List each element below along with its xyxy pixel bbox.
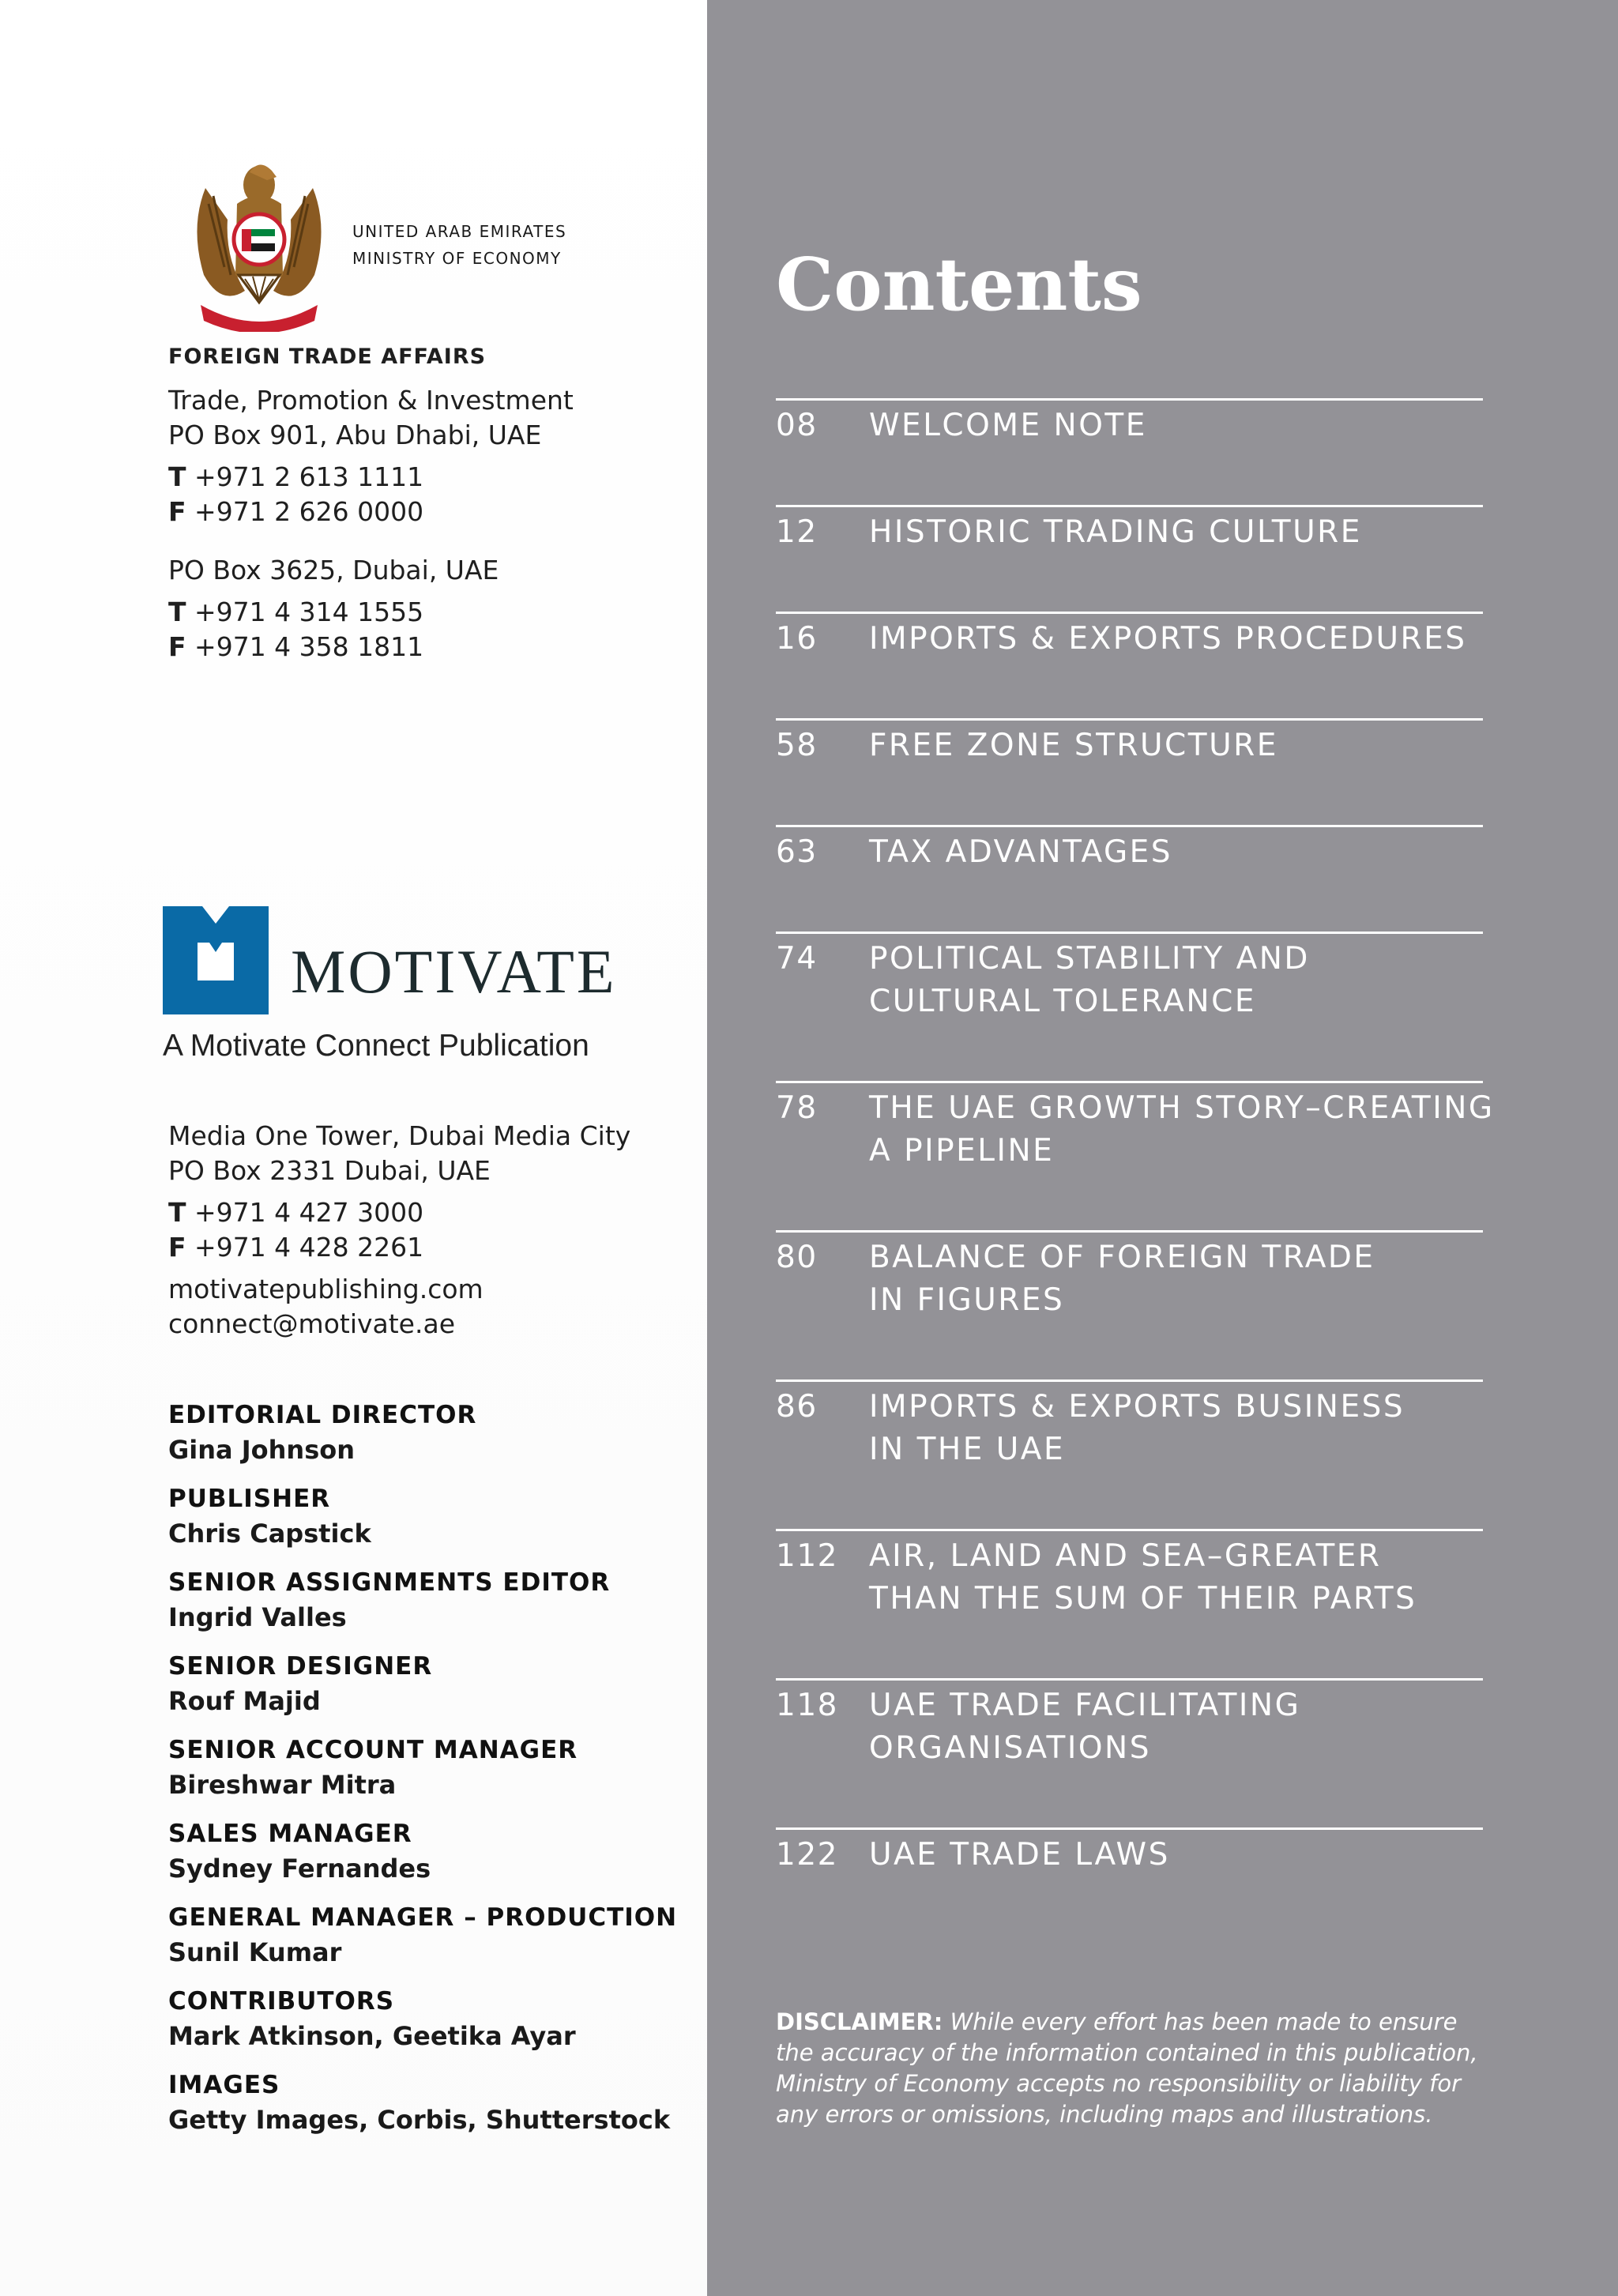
- toc-entry-title[interactable]: BALANCE OF FOREIGN TRADE: [869, 1240, 1375, 1275]
- disclaimer: [776, 2007, 1487, 2130]
- toc-divider: [776, 398, 1483, 401]
- toc-page-number: 80: [776, 1240, 818, 1275]
- publisher-website-link[interactable]: motivatepublishing.com: [168, 1274, 484, 1304]
- contents-panel: [707, 0, 1618, 2296]
- toc-page-number: 63: [776, 834, 818, 870]
- credit-role: SALES MANAGER: [168, 1820, 412, 1848]
- tel-label: T: [168, 597, 186, 627]
- toc-entry-title[interactable]: THE UAE GROWTH STORY–CREATING: [869, 1090, 1495, 1126]
- credit-name: Mark Atkinson, Geetika Ayar: [168, 2021, 576, 2051]
- toc-entry-title[interactable]: FREE ZONE STRUCTURE: [869, 728, 1278, 763]
- toc-divider: [776, 1230, 1483, 1233]
- dubai-phone-number: +971 4 314 1555: [194, 597, 424, 627]
- toc-entry-title[interactable]: IMPORTS & EXPORTS PROCEDURES: [869, 621, 1467, 657]
- credit-role: EDITORIAL DIRECTOR: [168, 1401, 477, 1429]
- uae-emblem-logo: [190, 156, 329, 332]
- abudhabi-fax-number: +971 2 626 0000: [194, 496, 424, 527]
- credit-name: Gina Johnson: [168, 1435, 356, 1465]
- disclaimer-text: While every effort has been made to ensure the accuracy of the information contained in this publication, Ministry of Economy accepts no responsibility or liability for any errors or omissions, including maps and illustrations.: [776, 2008, 1478, 2128]
- emblem-caption-country: UNITED ARAB EMIRATES: [352, 222, 567, 241]
- toc-entry-title-line2[interactable]: ORGANISATIONS: [869, 1730, 1151, 1766]
- toc-divider: [776, 825, 1483, 827]
- toc-entry-title-line2[interactable]: CULTURAL TOLERANCE: [869, 984, 1256, 1019]
- toc-divider: [776, 505, 1483, 507]
- motivate-logo-wordmark: MOTIVATE: [291, 937, 617, 1006]
- credit-name: Getty Images, Corbis, Shutterstock: [168, 2105, 671, 2135]
- toc-entry-title-line2[interactable]: IN FIGURES: [869, 1282, 1065, 1318]
- publisher-address-line2: PO Box 2331 Dubai, UAE: [168, 1155, 491, 1186]
- contents-title: Contents: [776, 242, 1142, 327]
- toc-divider: [776, 1081, 1483, 1083]
- publisher-phone: [168, 1195, 423, 1230]
- credit-role: SENIOR ACCOUNT MANAGER: [168, 1736, 578, 1764]
- credit-role: CONTRIBUTORS: [168, 1987, 395, 2016]
- toc-entry-title[interactable]: POLITICAL STABILITY AND: [869, 941, 1310, 977]
- motivate-logo-mark: [163, 906, 269, 1014]
- credit-role: PUBLISHER: [168, 1485, 331, 1513]
- publisher-fax-number: +971 4 428 2261: [194, 1232, 424, 1263]
- credit-role: SENIOR ASSIGNMENTS EDITOR: [168, 1568, 611, 1597]
- credit-name: Ingrid Valles: [168, 1602, 347, 1632]
- dubai-fax: [168, 630, 423, 664]
- fax-label: F: [168, 631, 186, 662]
- abudhabi-phone: [168, 460, 423, 495]
- abudhabi-address: PO Box 901, Abu Dhabi, UAE: [168, 420, 542, 450]
- toc-entry-title[interactable]: AIR, LAND AND SEA–GREATER: [869, 1538, 1382, 1574]
- dubai-phone: [168, 595, 423, 630]
- credit-role: GENERAL MANAGER – PRODUCTION: [168, 1903, 678, 1932]
- left-column: [0, 0, 707, 2296]
- fax-label: F: [168, 496, 186, 527]
- toc-page-number: 08: [776, 408, 818, 443]
- credit-role: IMAGES: [168, 2071, 280, 2099]
- credit-name: Rouf Majid: [168, 1686, 321, 1716]
- credit-role: SENIOR DESIGNER: [168, 1652, 433, 1681]
- toc-entry-title[interactable]: HISTORIC TRADING CULTURE: [869, 514, 1362, 550]
- toc-entry-title[interactable]: IMPORTS & EXPORTS BUSINESS: [869, 1389, 1405, 1425]
- credit-name: Sunil Kumar: [168, 1937, 342, 1967]
- toc-divider: [776, 1379, 1483, 1382]
- toc-entry-title[interactable]: WELCOME NOTE: [869, 408, 1147, 443]
- toc-entry-title-line2[interactable]: IN THE UAE: [869, 1432, 1066, 1467]
- toc-divider: [776, 1529, 1483, 1531]
- toc-entry-title-line2[interactable]: A PIPELINE: [869, 1133, 1055, 1169]
- toc-page-number: 58: [776, 728, 818, 763]
- toc-entry-title[interactable]: UAE TRADE FACILITATING: [869, 1688, 1301, 1723]
- abudhabi-fax: [168, 495, 423, 529]
- publisher-fax: [168, 1230, 423, 1265]
- motivate-tagline: A Motivate Connect Publication: [163, 1029, 589, 1063]
- publisher-phone-number: +971 4 427 3000: [194, 1197, 424, 1228]
- tel-label: T: [168, 461, 186, 492]
- credit-name: Sydney Fernandes: [168, 1854, 431, 1884]
- toc-page-number: 86: [776, 1389, 818, 1425]
- tel-label: T: [168, 1197, 186, 1228]
- toc-divider: [776, 1827, 1483, 1830]
- fax-label: F: [168, 1232, 186, 1263]
- toc-page-number: 74: [776, 941, 818, 977]
- toc-divider: [776, 718, 1483, 721]
- toc-page-number: 122: [776, 1837, 838, 1873]
- department-name: Trade, Promotion & Investment: [168, 385, 574, 416]
- toc-page-number: 112: [776, 1538, 838, 1574]
- publisher-email-link[interactable]: connect@motivate.ae: [168, 1308, 455, 1339]
- dubai-address: PO Box 3625, Dubai, UAE: [168, 555, 499, 585]
- toc-page-number: 118: [776, 1688, 838, 1723]
- toc-entry-title[interactable]: UAE TRADE LAWS: [869, 1837, 1170, 1873]
- toc-page-number: 16: [776, 621, 818, 657]
- disclaimer-label: DISCLAIMER:: [776, 2008, 943, 2035]
- toc-divider: [776, 612, 1483, 614]
- toc-page-number: 78: [776, 1090, 818, 1126]
- publisher-address-line1: Media One Tower, Dubai Media City: [168, 1120, 631, 1151]
- emblem-caption-ministry: MINISTRY OF ECONOMY: [352, 249, 562, 268]
- credit-name: Chris Capstick: [168, 1519, 371, 1549]
- toc-page-number: 12: [776, 514, 818, 550]
- toc-entry-title[interactable]: TAX ADVANTAGES: [869, 834, 1173, 870]
- toc-divider: [776, 932, 1483, 934]
- credit-name: Bireshwar Mitra: [168, 1770, 397, 1800]
- foreign-trade-affairs-heading: FOREIGN TRADE AFFAIRS: [168, 344, 487, 369]
- abudhabi-phone-number: +971 2 613 1111: [194, 461, 424, 492]
- toc-divider: [776, 1678, 1483, 1681]
- dubai-fax-number: +971 4 358 1811: [194, 631, 424, 662]
- toc-entry-title-line2[interactable]: THAN THE SUM OF THEIR PARTS: [869, 1581, 1417, 1617]
